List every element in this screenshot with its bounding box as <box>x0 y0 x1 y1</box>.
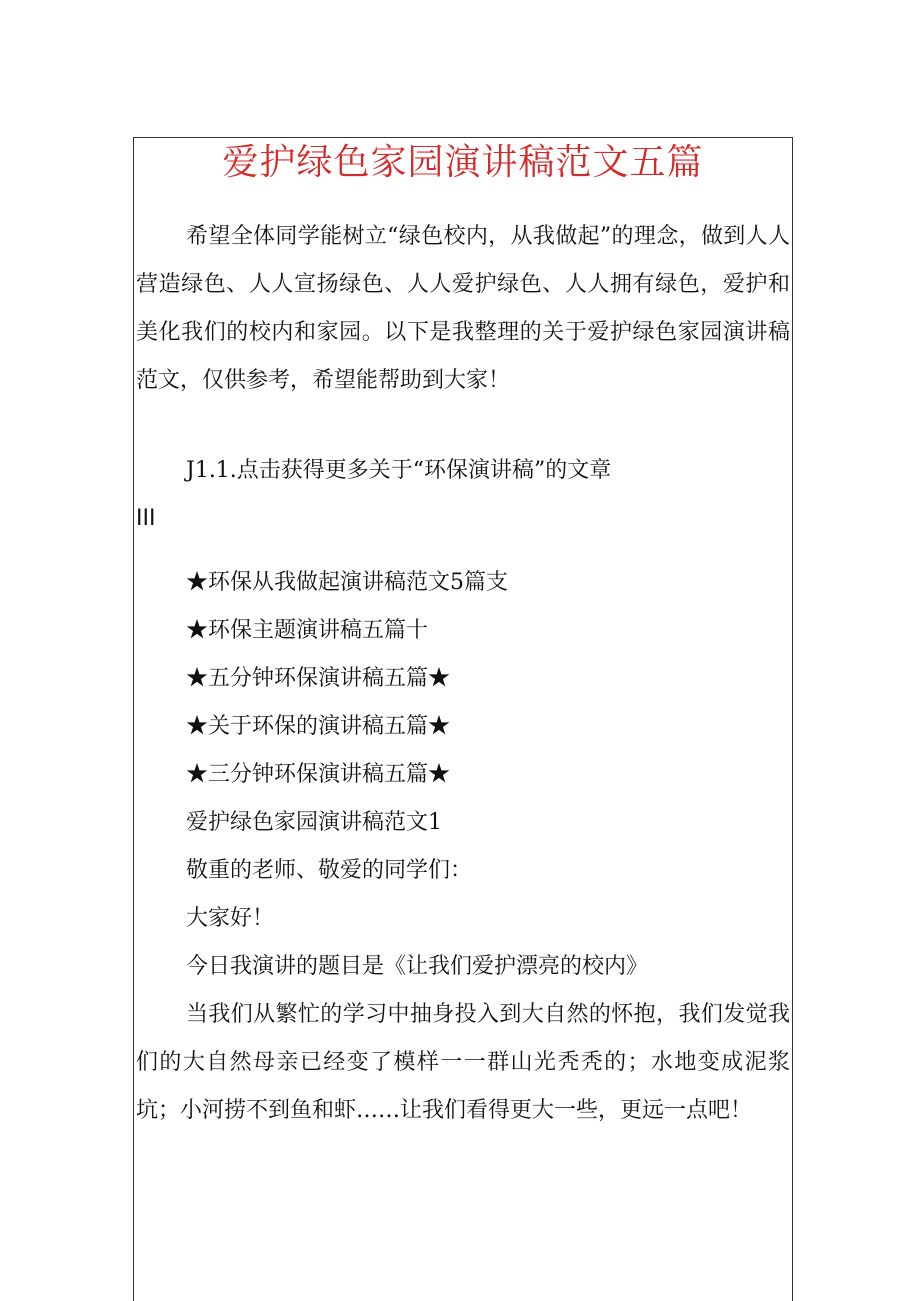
topic-line: 今日我演讲的题目是《让我们爱护漂亮的校内》 <box>186 954 649 979</box>
related-article-link[interactable]: ★五分钟环保演讲稿五篇★ <box>186 666 451 691</box>
section-heading: 爱护绿色家园演讲稿范文1 <box>186 810 442 835</box>
body-paragraph: 当我们从繁忙的学习中抽身投入到大自然的怀抱，我们发觉我们的大自然母亲已经变了模样一一群山光秃秃的；水地变成泥浆坑；小河捞不到鱼和虾……让我们看得更大一些，更远一点吧！ <box>136 1002 790 1123</box>
more-articles-link[interactable]: J1.1.点击获得更多关于“环保演讲稿”的文章 <box>186 458 612 483</box>
intro-paragraph: 希望全体同学能树立“绿色校内，从我做起”的理念，做到人人营造绿色、人人宣扬绿色、人人爱护绿色、人人拥有绿色，爱护和美化我们的校内和家园。以下是我整理的关于爱护绿色家园演讲稿范文，仅供参考，希望能帮助到大家！ <box>136 224 790 393</box>
related-article-link[interactable]: ★环保从我做起演讲稿范文5篇支 <box>186 570 508 595</box>
related-article-link[interactable]: ★三分钟环保演讲稿五篇★ <box>186 762 451 787</box>
greeting-line: 敬重的老师、敬爱的同学们： <box>186 858 473 883</box>
hello-line: 大家好！ <box>186 906 275 931</box>
spacer <box>136 405 790 447</box>
document-title: 爱护绿色家园演讲稿范文五篇 <box>222 142 704 183</box>
related-article-link[interactable]: ★环保主题演讲稿五篇十 <box>186 618 429 643</box>
marker-text: III <box>136 506 156 531</box>
spacer <box>136 543 790 559</box>
document-body <box>136 213 790 1135</box>
related-article-link[interactable]: ★关于环保的演讲稿五篇★ <box>186 714 451 739</box>
